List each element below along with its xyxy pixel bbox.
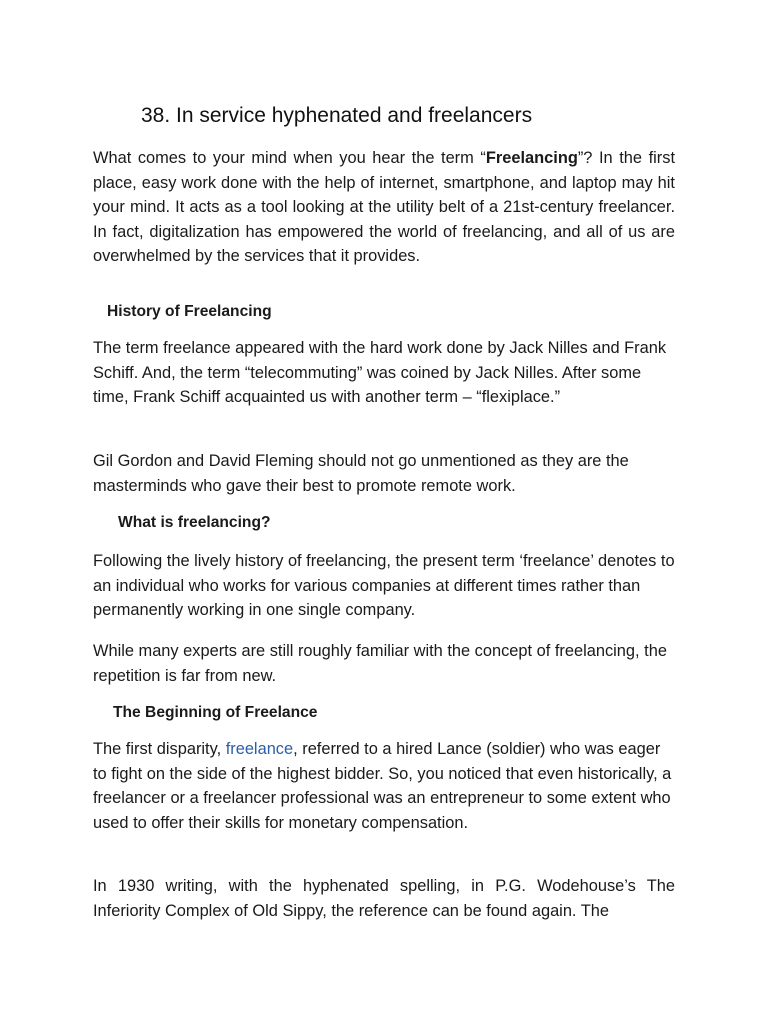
intro-text-end: ”? In the first place, easy work done with the help of internet, smartphone, and laptop may hit your mind. It acts as a tool looking at the utility belt of a 21st-century freelancer. In fact, digitalization has empowered the world of freelancing, and all of us are overwhelmed by the services that it provides. (93, 149, 676, 265)
what-paragraph-2: While many experts are still roughly familiar with the concept of freelancing, the repetition is far from new. (93, 642, 667, 685)
history-paragraph-2: Gil Gordon and David Fleming should not go unmentioned as they are the masterminds who gave their best to promote remote work. (93, 452, 629, 495)
history-paragraph-1: The term freelance appeared with the hard work done by Jack Nilles and Frank Schiff. And, the term “telecommuting” was coined by Jack Nilles. After some time, Frank Schiff acquainted us with another term – “flexiplace.” (93, 339, 667, 406)
beginning-text-start: The first disparity, (93, 740, 226, 758)
page-title: 38. In service hyphenated and freelancers (141, 104, 533, 127)
intro-text-start: What comes to your mind when you hear the term “ (93, 149, 486, 167)
what-paragraph-1: Following the lively history of freelancing, the present term ‘freelance’ denotes to an individual who works for various companies at different times rather than permanently working in one single company. (93, 552, 675, 619)
section-heading-beginning: The Beginning of Freelance (113, 704, 318, 721)
beginning-text-end: , referred to a hired Lance (soldier) who was eager to fight on the side of the highest bidder. So, you noticed that even historically, a freelancer or a freelancer professional was an entrepreneur to some extent who used to offer their skills for monetary compensation. (93, 740, 672, 832)
section-heading-history: History of Freelancing (107, 303, 272, 320)
intro-paragraph (93, 146, 675, 269)
intro-bold-term: Freelancing (485, 149, 578, 167)
freelance-link[interactable]: freelance (225, 740, 294, 758)
section-heading-what: What is freelancing? (118, 514, 271, 531)
beginning-paragraph-2: In 1930 writing, with the hyphenated spelling, in P.G. Wodehouse’s The Inferiority Complex of Old Sippy, the reference can be found again. The (93, 877, 675, 920)
beginning-paragraph-1 (93, 737, 675, 835)
